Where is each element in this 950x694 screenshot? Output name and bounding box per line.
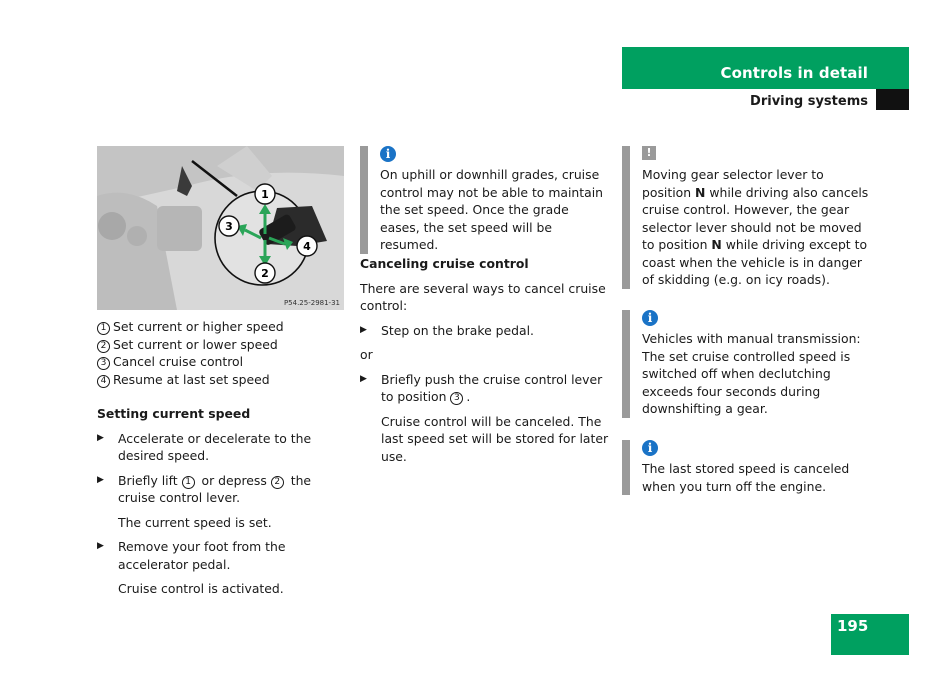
- section-title: Controls in detail: [720, 63, 868, 82]
- step-text: the cruise control lever.: [118, 472, 312, 505]
- cruise-control-lever-figure: [97, 146, 344, 310]
- legend-text: Cancel cruise control: [113, 354, 244, 369]
- figure-code: P54.25-2981-31: [283, 299, 340, 307]
- legend-text: Resume at last set speed: [113, 371, 270, 387]
- callout-marker: 3: [450, 392, 463, 405]
- setting-speed-heading: Setting current speed: [97, 406, 251, 421]
- canceling-step-1: ▶ Step on the brake pedal.: [360, 322, 610, 340]
- info-icon: i: [642, 310, 658, 326]
- info-note-1: [360, 146, 612, 254]
- legend-item: [97, 371, 347, 389]
- callout-marker: 4: [97, 375, 110, 388]
- page-number: 195: [837, 617, 869, 635]
- info-icon: i: [642, 440, 658, 456]
- warning-icon: !: [642, 146, 656, 160]
- info-note-2-text: Vehicles with manual transmission: The set cruise controlled speed is switched off when declutching exceeds four seconds during downshifting a gear.: [642, 331, 861, 416]
- left-column: [97, 318, 347, 598]
- warning-text: [642, 166, 874, 289]
- info-note-1-text: On uphill or downhill grades, cruise control may not be able to maintain the set speed. Once the grade eases, the set speed will be resumed.: [380, 167, 604, 252]
- legend-text: Set current or higher speed: [113, 319, 284, 334]
- subsection-marker: [876, 89, 909, 110]
- info-note-3: [622, 440, 874, 495]
- setting-step-1: ▶ Accelerate or decelerate to the desired speed.: [97, 430, 347, 465]
- legend-list: [97, 318, 347, 388]
- canceling-intro: There are several ways to cancel cruise control:: [360, 280, 606, 313]
- info-note-2: [622, 310, 874, 418]
- info-note-3-text: The last stored speed is canceled when you turn off the engine.: [642, 461, 850, 494]
- canceling-or: or: [360, 347, 373, 362]
- warning-text-part: while driving also cancels cruise control. However, the gear selector lever should not be moved to position: [642, 184, 869, 252]
- warning-note: [622, 146, 874, 289]
- legend-text: Set current or lower speed: [113, 336, 278, 352]
- warning-text-part: Moving gear selector lever to position: [642, 167, 824, 200]
- step-text: Briefly lift: [118, 472, 182, 488]
- callout-marker: 3: [97, 357, 110, 370]
- callout-marker: 1: [97, 322, 110, 335]
- section-header-bar: [622, 47, 909, 89]
- page-number-box: [831, 614, 909, 655]
- canceling-step-2: [360, 371, 610, 406]
- legend-item: [97, 318, 347, 336]
- middle-column: [360, 255, 610, 465]
- setting-result-1: The current speed is set.: [118, 514, 272, 530]
- warning-bold: N: [711, 237, 722, 252]
- legend-item: [97, 336, 347, 354]
- warning-bold: N: [695, 184, 706, 200]
- canceling-result: Cruise control will be canceled. The last speed set will be stored for later use.: [381, 413, 609, 464]
- setting-step-2: [97, 472, 347, 507]
- callout-3-label: 3: [225, 220, 233, 233]
- callout-4-label: 4: [303, 240, 311, 253]
- callout-marker: 1: [182, 476, 195, 489]
- callout-marker: 2: [271, 476, 284, 489]
- callout-1-label: 1: [261, 188, 269, 201]
- step-text: .: [466, 389, 471, 404]
- info-icon: i: [380, 146, 396, 162]
- step-text: Briefly push the cruise control lever to position: [381, 371, 603, 404]
- canceling-heading: Canceling cruise control: [360, 256, 529, 271]
- warning-text-part: while driving except to coast when the vehicle is in danger of skidding (e.g. on icy roads).: [642, 237, 868, 287]
- legend-item: [97, 353, 347, 371]
- setting-step-3: ▶ Remove your foot from the accelerator pedal.: [97, 538, 347, 573]
- subsection-title: Driving systems: [750, 94, 868, 109]
- step-text: or depress: [197, 472, 271, 488]
- callout-marker: 2: [97, 340, 110, 353]
- callout-2-label: 2: [261, 267, 269, 280]
- setting-result-2: Cruise control is activated.: [118, 581, 284, 596]
